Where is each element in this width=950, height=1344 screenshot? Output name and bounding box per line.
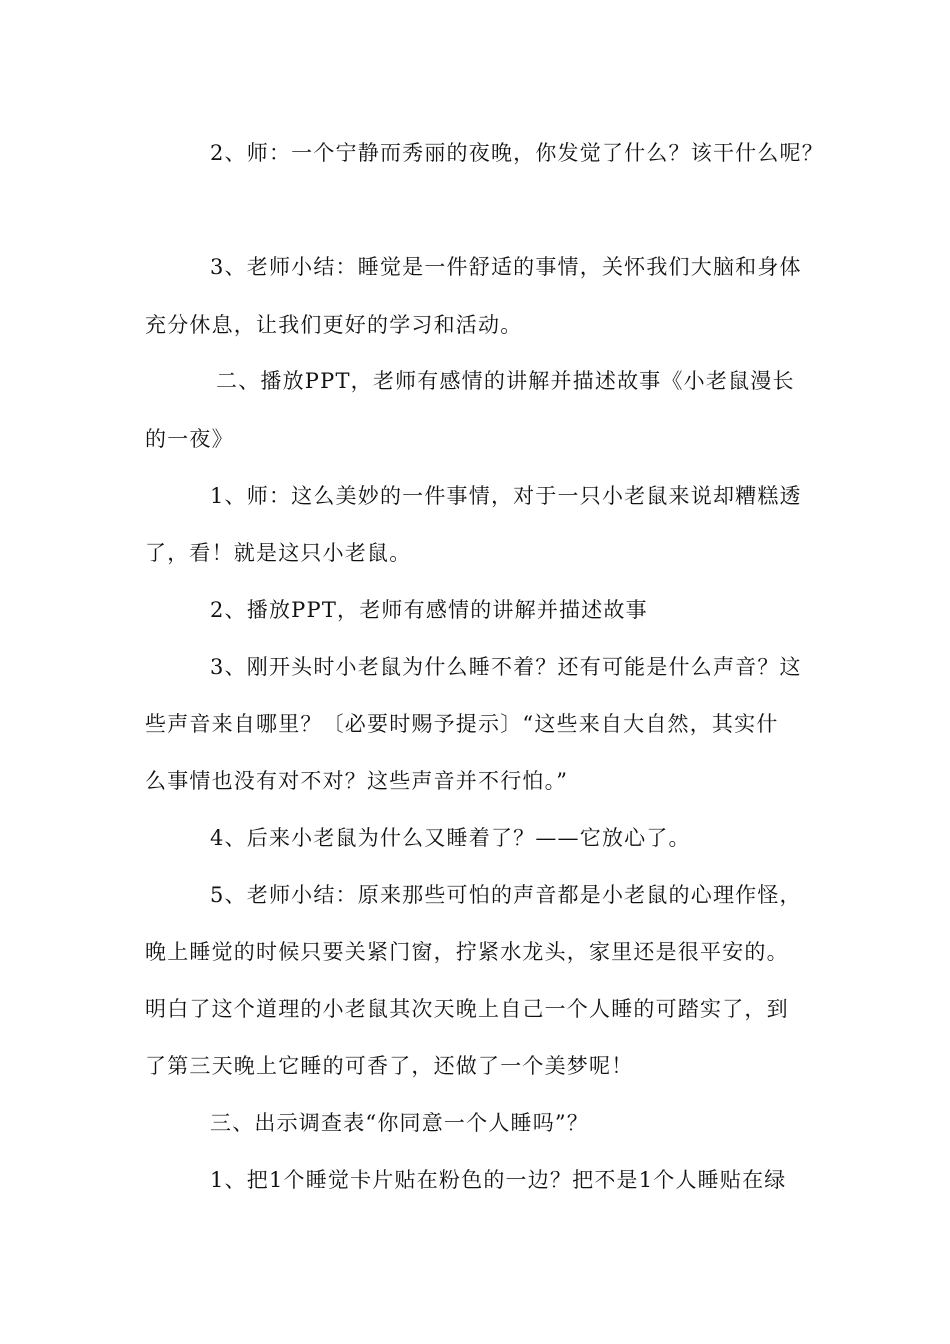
paragraph-line: 5、老师小结：原来那些可怕的声音都是小老鼠的心理作怪， — [210, 883, 802, 907]
paragraph-line: 充分休息，让我们更好的学习和活动。 — [145, 313, 523, 337]
paragraph-line: 了第三天晚上它睡的可香了，还做了一个美梦呢！ — [145, 1054, 634, 1078]
paragraph-line: 的一夜》 — [145, 427, 234, 451]
paragraph-line: 2、师：一个宁静而秀丽的夜晚，你发觉了什么？该干什么呢？ — [210, 141, 824, 165]
paragraph-line: 3、老师小结：睡觉是一件舒适的事情，关怀我们大脑和身体 — [210, 255, 802, 279]
paragraph-line: 了，看！就是这只小老鼠。 — [145, 541, 412, 565]
paragraph-line: 明白了这个道理的小老鼠其次天晚上自己一个人睡的可踏实了，到 — [145, 997, 789, 1021]
paragraph-line: 2、播放PPT，老师有感情的讲解并描述故事 — [210, 598, 648, 622]
section-heading: 二、播放PPT，老师有感情的讲解并描述故事《小老鼠漫长 — [216, 369, 795, 393]
paragraph-line: 3、刚开头时小老鼠为什么睡不着？还有可能是什么声音？这 — [210, 655, 802, 679]
paragraph-line: 4、后来小老鼠为什么又睡着了？——它放心了。 — [210, 826, 691, 850]
section-heading: 三、出示调查表“你同意一个人睡吗”？ — [210, 1111, 590, 1135]
paragraph-line: 晚上睡觉的时候只要关紧门窗，拧紧水龙头，家里还是很平安的。 — [145, 940, 789, 964]
paragraph-line: 1、师：这么美妙的一件事情，对于一只小老鼠来说却糟糕透 — [210, 484, 802, 508]
paragraph-line: 么事情也没有对不对？这些声音并不行怕。” — [145, 769, 569, 793]
paragraph-line: 些声音来自哪里？〔必要时赐予提示〕“这些来自大自然，其实什 — [145, 712, 779, 736]
paragraph-line: 1、把1个睡觉卡片贴在粉色的一边？把不是1个人睡贴在绿 — [210, 1168, 787, 1192]
